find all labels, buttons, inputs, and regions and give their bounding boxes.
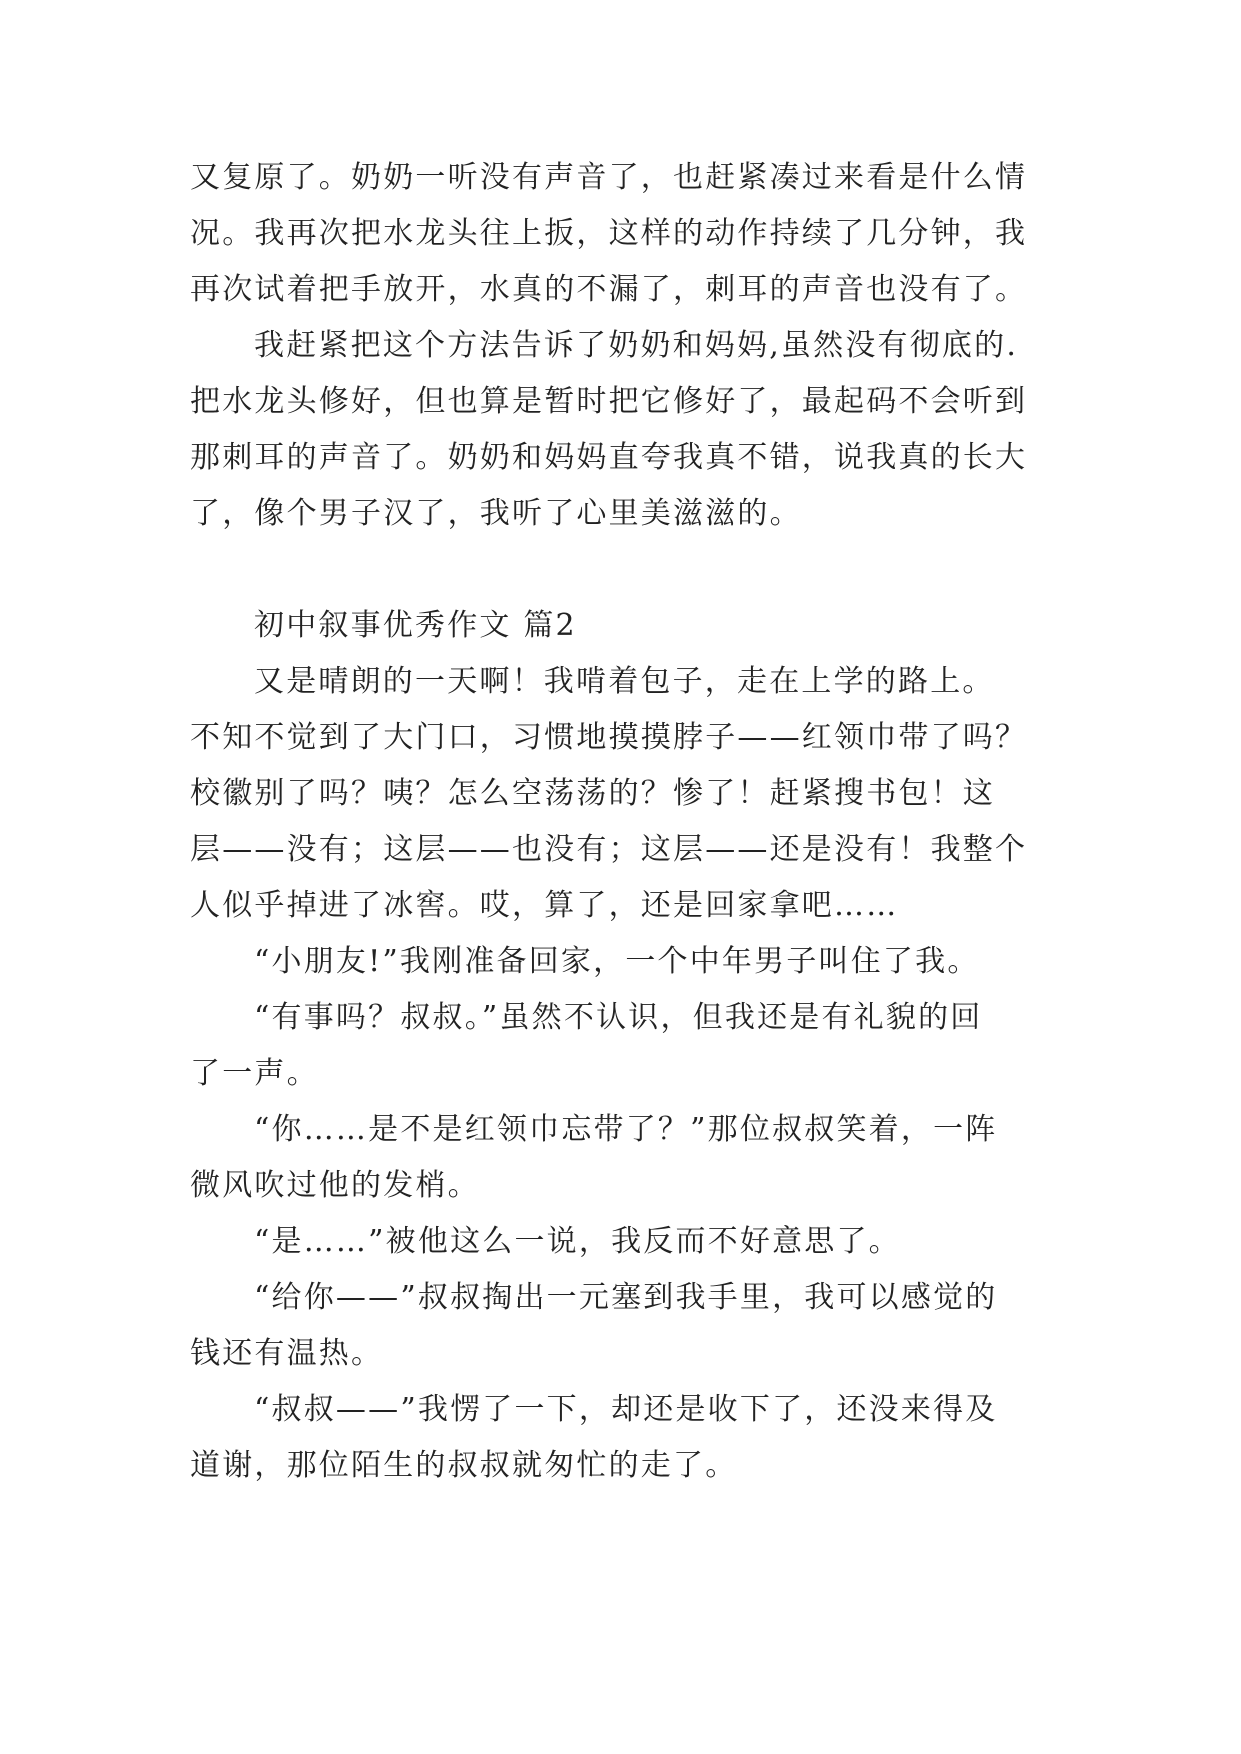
paragraph-line: 了一声。 [190, 1056, 319, 1091]
paragraph-line: 人似乎掉进了冰窖。哎，算了，还是回家拿吧…… [190, 888, 899, 923]
paragraph-line: 把水龙头修好，但也算是暂时把它修好了，最起码不会听到 [190, 384, 1028, 419]
paragraph-line: 又复原了。奶奶一听没有声音了，也赶紧凑过来看是什么情 [190, 160, 1028, 195]
paragraph-line: 微风吹过他的发梢。 [190, 1168, 480, 1203]
paragraph-line: 我赶紧把这个方法告诉了奶奶和妈妈,虽然没有彻底的. [254, 328, 1019, 363]
paragraph-line: 那刺耳的声音了。奶奶和妈妈直夸我真不错，说我真的长大 [190, 440, 1028, 475]
paragraph-line: 校徽别了吗？咦？怎么空荡荡的？惨了！赶紧搜书包！这 [190, 776, 995, 811]
paragraph-line: 又是晴朗的一天啊！我啃着包子，走在上学的路上。 [254, 664, 995, 699]
paragraph-line: 层——没有；这层——也没有；这层——还是没有！我整个 [190, 832, 1028, 867]
paragraph-line: 钱还有温热。 [190, 1336, 384, 1371]
paragraph-line: 况。我再次把水龙头往上扳，这样的动作持续了几分钟，我 [190, 216, 1028, 251]
paragraph-line: “你……是不是红领巾忘带了？”那位叔叔笑着，一阵 [254, 1112, 998, 1147]
document-body [190, 150, 1070, 1494]
paragraph-line: 不知不觉到了大门口，习惯地摸摸脖子——红领巾带了吗？ [190, 720, 1028, 755]
paragraph-line: “小朋友!”我刚准备回家，一个中年男子叫住了我。 [254, 944, 980, 979]
paragraph-line: 了，像个男子汉了，我听了心里美滋滋的。 [190, 496, 802, 531]
paragraph-line: 道谢，那位陌生的叔叔就匆忙的走了。 [190, 1448, 738, 1483]
paragraph-line: “叔叔——”我愣了一下，却还是收下了，还没来得及 [254, 1392, 998, 1427]
paragraph-line: “给你——”叔叔掏出一元塞到我手里，我可以感觉的 [254, 1280, 998, 1315]
paragraph-line: “有事吗？叔叔。”虽然不认识，但我还是有礼貌的回 [254, 1000, 983, 1035]
section-gap [190, 542, 1070, 598]
paragraph-line: “是……”被他这么一说，我反而不好意思了。 [254, 1224, 901, 1259]
section-heading: 初中叙事优秀作文 篇2 [254, 608, 577, 643]
paragraph-line: 再次试着把手放开，水真的不漏了，刺耳的声音也没有了。 [190, 272, 1028, 307]
